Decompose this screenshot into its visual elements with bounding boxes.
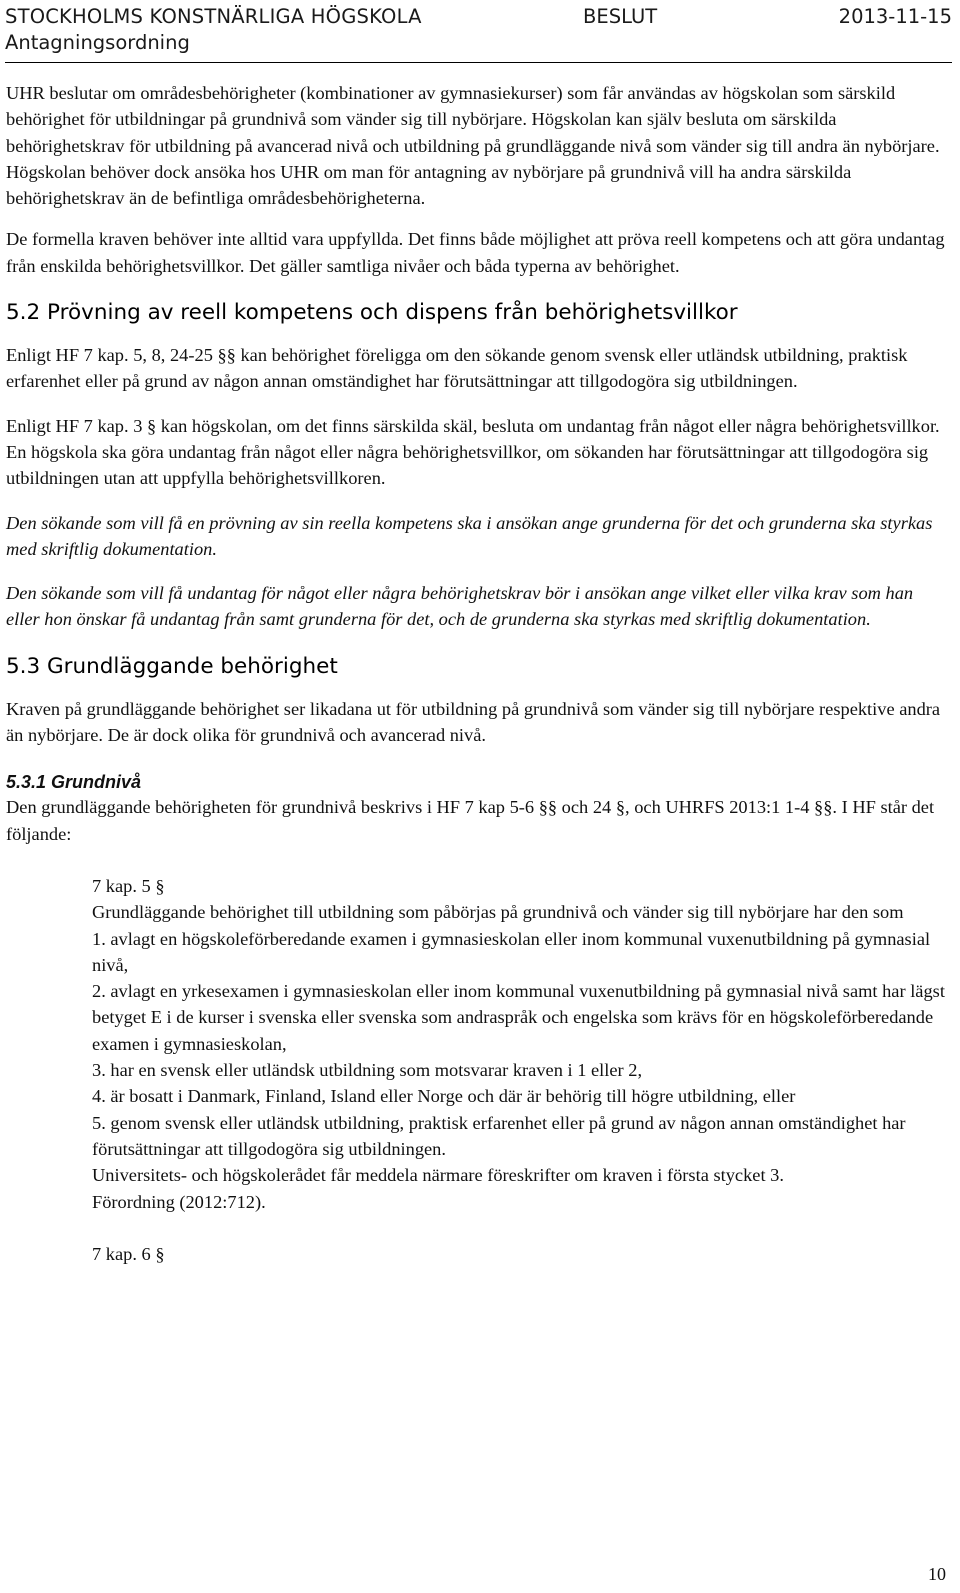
paragraph: Enligt HF 7 kap. 5, 8, 24-25 §§ kan behörighet föreligga om den sökande genom svensk eller utländsk utbildning, praktisk erfarenhet eller på grund av någon annan omständighet har förutsättningar att tillgodogöra sig utbildningen. <box>6 345 908 392</box>
paragraph: De formella kraven behöver inte alltid vara uppfyllda. Det finns både möjlighet att pröva reell kompetens och att göra undantag från enskilda behörighetsvillkor. Det gäller samtliga nivåer och båda typerna av behörighet. <box>6 229 945 276</box>
section-heading-5-3: 5.3 Grundläggande behörighet <box>6 653 338 679</box>
organization-name: STOCKHOLMS KONSTNÄRLIGA HÖGSKOLA <box>5 5 422 28</box>
law-quote-block <box>92 873 946 1267</box>
document-type: BESLUT <box>583 5 658 28</box>
quote-line: Universitets- och högskolerådet får meddela närmare föreskrifter om kraven i första stycket 3. <box>92 1165 784 1186</box>
subsection-heading-5-3-1: 5.3.1 Grundnivå <box>6 772 142 793</box>
italic-paragraph: Den sökande som vill få undantag för något eller några behörighetskrav bör i ansökan ange vilket eller vilka krav som han eller hon önskar få undantag från samt grunderna för det, och de grunderna ska styrkas med skriftlig dokumentation. <box>6 583 914 630</box>
document-subtitle: Antagningsordning <box>5 31 190 54</box>
quote-line: 7 kap. 6 § <box>92 1243 165 1264</box>
quote-line: 4. är bosatt i Danmark, Finland, Island eller Norge och där är behörig till högre utbildning, eller <box>92 1086 796 1107</box>
quote-line: 5. genom svensk eller utländsk utbildning, praktisk erfarenhet eller på grund av någon annan omständighet har förutsättningar att tillgodogöra sig utbildningen. <box>92 1112 906 1159</box>
quote-line: 7 kap. 5 § <box>92 875 165 896</box>
quote-line: 1. avlagt en högskoleförberedande examen i gymnasieskolan eller inom kommunal vuxenutbildning på gymnasial nivå, <box>92 928 931 975</box>
italic-paragraph: Den sökande som vill få en prövning av sin reella kompetens ska i ansökan ange grunderna för det och grunderna ska styrkas med skriftlig dokumentation. <box>6 512 933 559</box>
paragraph: Den grundläggande behörigheten för grundnivå beskrivs i HF 7 kap 5-6 §§ och 24 §, och UHRFS 2013:1 1-4 §§. I HF står det följande: <box>6 797 935 844</box>
quote-line: Förordning (2012:712). <box>92 1191 266 1212</box>
page-header <box>5 0 952 63</box>
quote-line: Grundläggande behörighet till utbildning som påbörjas på grundnivå och vänder sig till nybörjare har den som <box>92 902 904 923</box>
document-date: 2013-11-15 <box>838 5 952 28</box>
paragraph: Enligt HF 7 kap. 3 § kan högskolan, om det finns särskilda skäl, besluta om undantag från något eller några behörighetsvillkor. En högskola ska göra undantag från något eller några behörighetsvillkor, om sökanden har förutsättningar att tillgodogöra sig utbildningen utan att uppfylla behörighetsvillkoren. <box>6 415 940 489</box>
quote-line: 2. avlagt en yrkesexamen i gymnasieskolan eller inom kommunal vuxenutbildning på gymnasial nivå samt har lägst betyget E i de kurser i svenska eller svenska som andraspråk och engelska som krävs för en högskoleförberedande examen i gymnasieskolan, <box>92 981 945 1054</box>
page-number: 10 <box>928 1564 946 1584</box>
quote-line: 3. har en svensk eller utländsk utbildning som motsvarar kraven i 1 eller 2, <box>92 1060 643 1081</box>
section-heading-5-2: 5.2 Prövning av reell kompetens och dispens från behörighetsvillkor <box>6 300 738 326</box>
paragraph: Kraven på grundläggande behörighet ser likadana ut för utbildning på grundnivå som vänder sig till nybörjare respektive andra än nybörjare. De är dock olika för grundnivå och avancerad nivå. <box>6 698 941 746</box>
body-text <box>6 80 946 1267</box>
paragraph: UHR beslutar om områdesbehörigheter (kombinationer av gymnasiekurser) som får användas av högskolan som särskild behörighet för utbildningar på grundnivå som vänder sig till nybörjare. Högskolan kan själv besluta om särskilda behörighetskrav för utbildning på avancerad nivå och utbildning på grundläggande nivå som vänder sig till andra än nybörjare. Högskolan behöver dock ansöka hos UHR om man för antagning av nybörjare på grundnivå vill ha andra särskilda behörighetskrav än de befintliga områdesbehörigheterna. <box>6 83 940 209</box>
